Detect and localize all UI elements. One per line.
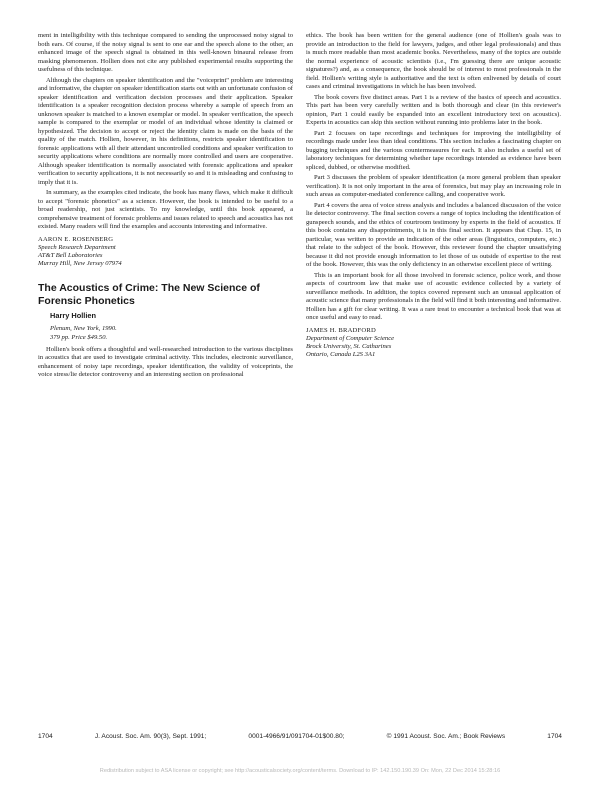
review-header <box>38 282 293 341</box>
review-price: 379 pp. Price $49.50. <box>50 333 108 341</box>
reviewer-address: Murray Hill, New Jersey 07974 <box>38 260 122 268</box>
review-publisher: Plenum, New York, 1990. <box>50 325 117 333</box>
reviewer-name: AARON E. ROSENBERG <box>38 235 114 243</box>
body-paragraph: Hollien's book offers a thoughtful and well-researched introduction to the various disciplines in acoustics that are used to investigate criminal activity. This includes, electronic surveillance, enhancement of noisy tape recordings, speaker identification, the validity of voiceprints, the voice stress/lie detector controversy and an interesting section on professional <box>38 345 293 379</box>
body-paragraph: This is an important book for all those involved in forensic science, police work, and those aspects of courtroom law that make use of acoustic evidence collected by a variety of surveillance methods. In addition, the topics covered represent such an unusual application of acoustic science that many professionals in the field will find it both interesting and informative. Hollien has a gift for clear writing. It was a rare treat to encounter a technical book that was at once useful and easy to read. <box>306 271 561 321</box>
reviewer-affiliation: Department of Computer Science <box>306 334 395 342</box>
body-paragraph: ethics. The book has been written for the general audience (one of Hollien's goals was to provide an introduction to the field for lawyers, judges, and other legal professionals) and thus is much more readable than most academic books. Nevertheless, many of the topics are outside the normal experience of acoustic scientists (i.e., I'm guessing there are unique acoustic signatures?) and, as a consequence, the book should be of interest to most professionals in the field. Hollien's writing style is authoritative and the text is often enlivened by details of court cases and criminal investigations in which he has been involved. <box>306 32 561 90</box>
download-watermark: Redistribution subject to ASA license or copyright; see http://acousticalsociety.org/content/terms. Download to IP: 142.150.190.39 On: Mon, 22 Dec 2014 15:28:16 <box>99 768 501 774</box>
body-paragraph: The book covers five distinct areas. Part 1 is a review of the basics of speech and acoustics. This part has been very carefully written and is both thorough and clear (in this reviewer's opinion, Part 1 could easily be expanded into an excellent introductory text on acoustics). Experts in acoustics can skip this section without running into problems later in the book. <box>306 93 561 126</box>
page-number-right: 1704 <box>547 733 562 740</box>
review-book-author: Harry Hollien <box>50 311 97 321</box>
copyright-notice: © 1991 Acoust. Soc. Am.; Book Reviews <box>386 733 506 740</box>
body-paragraph: In summary, as the examples cited indicate, the book has many flaws, which make it difficult to accept "forensic phonetics" as a science. However, the book is intended to be useful to a broad readership, not just scientists. To my knowledge, until this book appeared, a comprehensive treatment of forensic problems and issues related to speech and acoustics has not existed. Many readers will find the examples and accounts interesting and informative. <box>38 189 293 230</box>
review-book-title: The Acoustics of Crime: The New Science of Forensic Phonetics <box>38 282 260 307</box>
right-column <box>306 32 561 359</box>
body-paragraph: ment in intelligibility with this technique compared to sending the unprocessed noisy signal to both ears. Of course, if the noisy signal is sent to one ear and the speech alone to the other, an enhanced image of the speech signal is obtained in this well-known binaural release from masking phenomenon. Hollien does not cite any published experimental results supporting the usefulness of this technique. <box>38 32 293 73</box>
reviewer-address: Ontario, Canada L2S 3A1 <box>306 351 376 359</box>
reviewer-affiliation: Speech Research Department <box>38 243 116 251</box>
left-column <box>38 32 293 382</box>
page-footer <box>38 733 562 740</box>
page-number-left: 1704 <box>38 733 53 740</box>
journal-citation: J. Acoust. Soc. Am. 90(3), Sept. 1991; <box>94 733 207 740</box>
article-code: 0001-4966/91/091704-01$00.80; <box>248 733 345 740</box>
body-paragraph: Part 4 covers the area of voice stress analysis and includes a balanced discussion of the voice lie detector controversy. The final section covers a range of topics including the identification of gunspeech sounds, and the ethics of courtroom testimony by experts in the field of acoustics. If this book contains any disappointments, it is in this final section. It appears that Chap. 15, in particular, was written to provide an indication of the other areas (linguistics, computers, etc.) that relate to the subject of the book. However, this reviewer found the chapter unsatisfying because it did not provide enough information to let those of us outside of expertise to the rest of the book. However, this was the only deficiency in an otherwise excellent piece of writing. <box>306 201 561 268</box>
reviewer-signature <box>38 236 293 269</box>
body-paragraph: Part 2 focuses on tape recordings and techniques for improving the intelligibility of recordings made under less than ideal conditions. This section includes a fascinating chapter on bugging techniques and the various countermeasures for each. It also includes a useful set of laboratory techniques for determining whether tape recordings intended as evidence have been spliced, dubbed, or otherwise modified. <box>306 129 561 171</box>
reviewer-affiliation: AT&T Bell Laboratories <box>38 251 103 259</box>
body-paragraph: Although the chapters on speaker identification and the "voiceprint" problem are interesting and informative, the chapter on speaker identification starts out with an unfortunate confusion of speaker identification and verification decision processes and their application. Speaker identification is a speaker recognition decision process whereby a sample of speech from an unknown speaker is matched to a known exemplar or model. In speaker verification, the speech sample is compared to the exemplar or model of an individual whose identity is claimed or hypothesized. The decision to accept or reject the identity claim is made on the basis of the quality of the match. Hollien, however, in his definitions, restricts speaker identification to forensic applications with all their attendant uncontrolled conditions and speaker verification to security applications where conditions are normally more controlled and users are cooperative. Although speaker identification is normally associated with forensic applications and speaker verification to security applications, it is not necessarily so and it is misleading and confusing to imply that it is. <box>38 76 293 186</box>
reviewer-name: JAMES H. BRADFORD <box>306 326 376 334</box>
reviewer-signature <box>306 327 561 360</box>
reviewer-affiliation: Brock University, St. Catharines <box>306 342 392 350</box>
body-paragraph: Part 3 discusses the problem of speaker identification (a more general problem than speaker verification). It is not only important in the area of forensics, but may play an increasing role in such areas as computer-mediated conference calling, and cooperative work. <box>306 174 561 198</box>
review-publication-info <box>50 325 293 341</box>
